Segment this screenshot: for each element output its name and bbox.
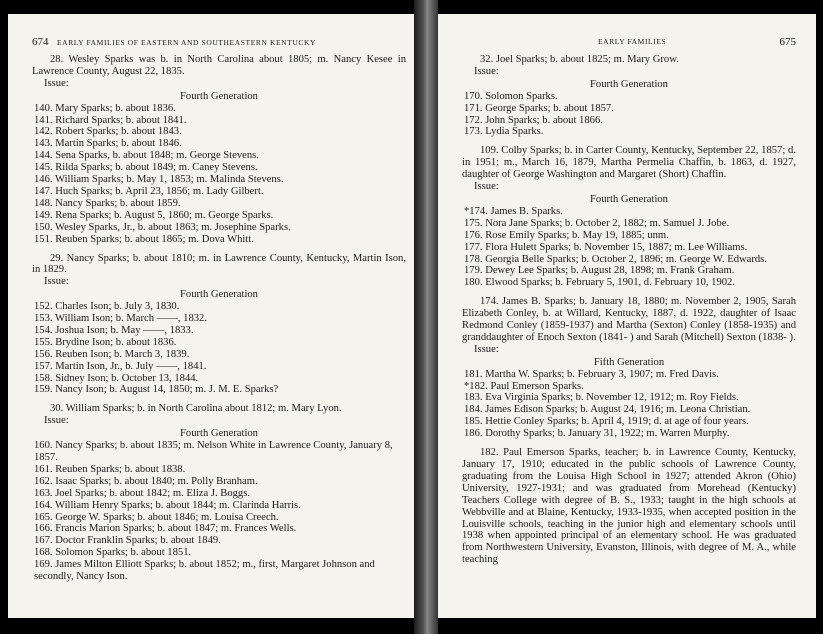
list-item: 179. Dewey Lee Sparks; b. August 28, 1898; m. Frank Graham. (464, 265, 735, 277)
entry-paragraph: 28. Wesley Sparks was b. in North Carolina about 1805; m. Nancy Kesee in Lawrence County, August 22, 1835. (32, 54, 406, 77)
entry-paragraph: 29. Nancy Sparks; b. about 1810; m. in Lawrence County, Kentucky, Martin Ison, in 1829. (32, 252, 406, 276)
list-item: 161. Reuben Sparks; b. about 1838. (34, 463, 186, 475)
list-item: 147. Huch Sparks; b. April 23, 1856; m. Lady Gilbert. (34, 185, 264, 197)
generation-heading: Fourth Generation (590, 193, 668, 205)
list-item: 173. Lydia Sparks. (464, 126, 544, 138)
list-item: 150. Wesley Sparks, Jr., b. about 1863; m. Josephine Sparks. (34, 221, 291, 233)
list-item: 157. Martin Ison, Jr., b. July ——, 1841. (34, 360, 207, 372)
list-item: 151. Reuben Sparks; b. about 1865; m. Dova Whitt. (34, 233, 254, 245)
running-title: EARLY FAMILIES OF EASTERN AND SOUTHEASTERN KENTUCKY (57, 38, 317, 47)
generation-heading: Fourth Generation (180, 289, 258, 301)
list-item: 169. James Milton Elliott Sparks; b. about 1852; m., first, Margaret Johnson and secondly, Nancy Ison. (34, 559, 375, 583)
spacer (32, 246, 406, 253)
list-item: 144. Sena Sparks, b. about 1848; m. George Stevens. (34, 150, 259, 162)
generation-heading: Fourth Generation (180, 428, 258, 440)
list-item: 185. Hettie Conley Sparks; b. April 4, 1919; d. at age of four years. (464, 416, 749, 428)
list-item: 177. Flora Hulett Sparks; b. November 15, 1887; m. Lee Williams. (464, 241, 748, 253)
list-item: 158. Sidney Ison; b. October 13, 1844. (34, 372, 199, 384)
list-item: *182. Paul Emerson Sparks. (464, 380, 584, 392)
list-item: 170. Solomon Sparks. (464, 90, 558, 102)
right-page (438, 14, 816, 618)
list-item: 153. William Ison; b. March ——, 1832. (34, 313, 207, 325)
left-page-content (32, 54, 406, 583)
list-item: 183. Eva Virginia Sparks; b. November 12, 1912; m. Roy Fields. (464, 392, 739, 404)
list-item: 160. Nancy Sparks; b. about 1835; m. Nelson White in Lawrence County, January 8, 1857. (34, 440, 393, 463)
list-item: 167. Doctor Franklin Sparks; b. about 1849. (34, 535, 221, 547)
right-header (598, 36, 666, 47)
list-item: 176. Rose Emily Sparks; b. May 19, 1885; unm. (464, 229, 669, 241)
list-item: 152. Charles Ison; b. July 3, 1830. (34, 301, 180, 313)
list-item: 159. Nancy Ison; b. August 14, 1850; m. J. M. E. Sparks? (34, 384, 279, 396)
right-header-number (780, 36, 797, 48)
left-header (32, 36, 316, 48)
generation-heading: Fourth Generation (590, 78, 668, 90)
list-item: 184. James Edison Sparks; b. August 24, 1916; m. Leona Christian. (464, 404, 751, 416)
issue-label: Issue: (474, 65, 499, 77)
list-item: 180. Elwood Sparks; b. February 5, 1901, d. February 10, 1902. (464, 277, 735, 289)
issue-label: Issue: (474, 181, 499, 193)
generation-heading: Fifth Generation (593, 356, 665, 368)
entry-paragraph: 174. James B. Sparks; b. January 18, 1880; m. November 2, 1905, Sarah Elizabeth Conley, b. at Willard, Kentucky, 1887, d. 1922, daughter of Isaac Redmond Conley (1859-1937) and Martha (Sexton) Conley (1858-1935) and granddaughter of Enoch Sexton (1841- ) and Sarah (Mitchell) Sexton (1838- ). (462, 296, 796, 343)
list-item: 164. William Henry Sparks; b. about 1844; m. Clarinda Harris. (34, 499, 301, 511)
list-item: 165. George W. Sparks; b. about 1846; m. Louisa Creech. (34, 511, 279, 523)
spacer (32, 396, 406, 403)
list-item: 155. Brydine Ison; b. about 1836. (34, 336, 177, 348)
list-item: 154. Joshua Ison; b. May ——, 1833. (34, 324, 194, 336)
list-item: 168. Solomon Sparks; b. about 1851. (34, 547, 192, 559)
entry-paragraph: 30. William Sparks; b. in North Carolina about 1812; m. Mary Lyon. (50, 403, 342, 415)
list-item: 140. Mary Sparks; b. about 1836. (34, 102, 176, 114)
spacer (462, 440, 796, 447)
page-number: 675 (779, 36, 796, 48)
list-item: 175. Nora Jane Sparks; b. October 2, 1882; m. Samuel J. Jobe. (464, 217, 730, 229)
list-item: 163. Joel Sparks; b. about 1842; m. Eliza J. Boggs. (34, 487, 250, 499)
list-item: 145. Rilda Sparks; b. about 1849; m. Caney Stevens. (34, 162, 258, 174)
issue-label: Issue: (44, 415, 69, 427)
entry-paragraph: 32. Joel Sparks; b. about 1825; m. Mary Grow. (480, 54, 679, 65)
list-item: 186. Dorothy Sparks; b. January 31, 1922; m. Warren Murphy. (464, 428, 730, 440)
list-item: 166. Francis Marion Sparks; b. about 1847; m. Frances Wells. (34, 523, 297, 535)
page-number: 674 (32, 36, 49, 48)
list-item: 181. Martha W. Sparks; b. February 3, 1907; m. Fred Davis. (464, 368, 719, 380)
spacer (462, 289, 796, 296)
spacer (462, 138, 796, 145)
list-item: 143. Martin Sparks; b. about 1846. (34, 138, 182, 150)
left-page (8, 14, 414, 618)
list-item: 146. William Sparks; b. May 1, 1853; m. Malinda Stevens. (34, 174, 284, 186)
list-item: 142. Robert Sparks; b. about 1843. (34, 126, 182, 138)
issue-label: Issue: (44, 77, 69, 89)
list-item: 148. Nancy Sparks; b. about 1859. (34, 197, 181, 209)
list-item: 178. Georgia Belle Sparks; b. October 2, 1896; m. George W. Edwards. (464, 253, 767, 265)
issue-label: Issue: (44, 276, 69, 288)
list-item: 156. Reuben Ison; b. March 3, 1839. (34, 348, 190, 360)
book-spine (414, 0, 438, 634)
list-item: 172. John Sparks; b. about 1866. (464, 114, 603, 126)
entry-paragraph: 109. Colby Sparks; b. in Carter County, Kentucky, September 22, 1857; d. in 1951; m., March 16, 1879, Martha Permelia Chaffin, b. 1863, d. 1927, daughter of George Washington and Margaret (Short) Chaffin. (462, 145, 796, 181)
list-item: *174. James B. Sparks. (464, 205, 563, 217)
list-item: 171. George Sparks; b. about 1857. (464, 102, 614, 114)
right-page-content (462, 54, 796, 566)
generation-heading: Fourth Generation (180, 90, 258, 102)
entry-paragraph: 182. Paul Emerson Sparks, teacher; b. in Lawrence County, Kentucky, January 17, 1910; educated in the public schools of Lawrence County, graduating from the Louisa High School in 1927; attended Akron (Ohio) University, 1927-1931; and was graduated from Morehead (Kentucky) Teachers College with degree of B. S., 1933; taught in the high schools at Webbville and at Blaine, Kentucky, 1933-1935, when accepted position in the Louisville schools, teaching in the junior high and elementary schools until 1938 when appointed principal of an elementary school. He was graduated from Northwestern University, Evanston, Illinois, with degree of M. A., while teaching (462, 447, 796, 566)
list-item: 149. Rena Sparks; b. August 5, 1860; m. George Sparks. (34, 209, 274, 221)
running-title: EARLY FAMILIES (598, 37, 667, 46)
issue-label: Issue: (474, 343, 499, 355)
list-item: 162. Isaac Sparks; b. about 1840; m. Polly Branham. (34, 475, 258, 487)
list-item: 141. Richard Sparks; b. about 1841. (34, 114, 187, 126)
